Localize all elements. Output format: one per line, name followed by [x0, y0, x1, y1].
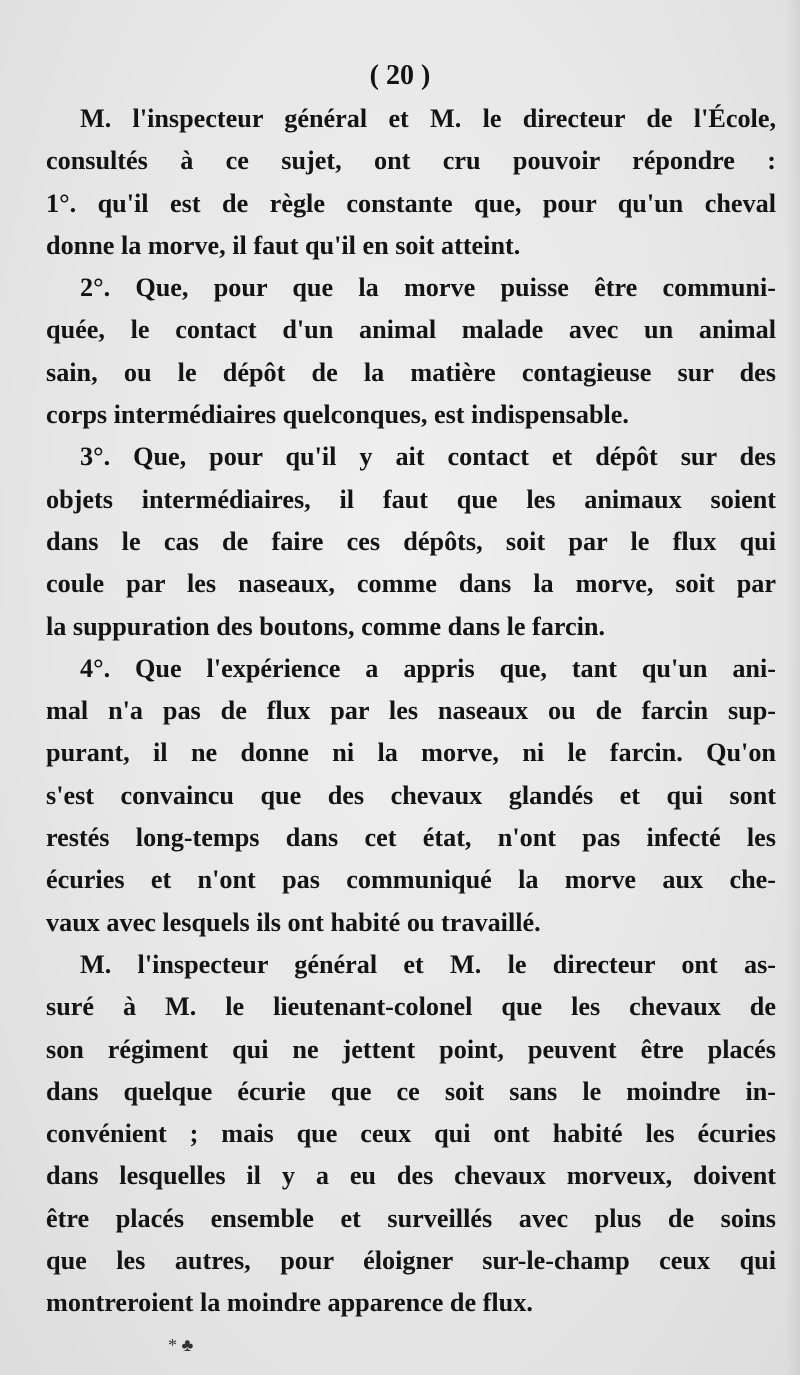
text-line: corps intermédiaires quelconques, est indispensable.	[46, 400, 629, 430]
text-line: 1°. qu'il est de règle constante que, pour qu'un cheval	[46, 188, 776, 218]
text-line: 3°. Que, pour qu'il y ait contact et dépôt sur des	[80, 442, 776, 472]
text-line: son régiment qui ne jettent point, peuvent être placés	[46, 1034, 776, 1064]
text-line: la suppuration des boutons, comme dans le farcin.	[46, 611, 605, 641]
page-edge-shadow	[786, 0, 800, 1375]
text-line: vaux avec lesquels ils ont habité ou travaillé.	[46, 907, 541, 937]
text-line: purant, il ne donne ni la morve, ni le farcin. Qu'on	[46, 738, 776, 768]
text-line: sain, ou le dépôt de la matière contagieuse sur des	[46, 357, 776, 387]
text-line: consultés à ce sujet, ont cru pouvoir répondre :	[46, 146, 776, 176]
text-line: s'est convaincu que des chevaux glandés et qui sont	[46, 780, 776, 810]
text-line: mal n'a pas de flux par les naseaux ou de farcin sup-	[46, 696, 776, 726]
page-body-text	[46, 98, 776, 1325]
text-line: suré à M. le lieutenant-colonel que les chevaux de	[46, 992, 776, 1022]
text-line: dans lesquelles il y a eu des chevaux morveux, doivent	[46, 1161, 776, 1191]
text-line: M. l'inspecteur général et M. le directeur de l'École,	[80, 104, 776, 133]
text-line: donne la morve, il faut qu'il en soit atteint.	[46, 230, 521, 260]
text-line: coule par les naseaux, comme dans la morve, soit par	[46, 569, 776, 599]
text-line: convénient ; mais que ceux qui ont habité les écuries	[46, 1119, 776, 1149]
text-line: dans quelque écurie que ce soit sans le moindre in-	[46, 1076, 776, 1106]
text-line: objets intermédiaires, il faut que les animaux soient	[46, 484, 776, 514]
printer-mark: * ♣	[168, 1335, 194, 1355]
text-line: que les autres, pour éloigner sur-le-champ ceux qui	[46, 1246, 776, 1276]
text-line: être placés ensemble et surveillés avec plus de soins	[46, 1203, 776, 1233]
text-line: restés long-temps dans cet état, n'ont pas infecté les	[46, 823, 776, 853]
text-line: écuries et n'ont pas communiqué la morve aux che-	[46, 865, 776, 895]
text-line: dans le cas de faire ces dépôts, soit par le flux qui	[46, 526, 776, 556]
page-number-header: ( 20 )	[369, 60, 431, 91]
text-line: 4°. Que l'expérience a appris que, tant qu'un ani-	[80, 653, 776, 683]
text-line: quée, le contact d'un animal malade avec un animal	[46, 315, 776, 345]
text-line: M. l'inspecteur général et M. le directeur ont as-	[80, 949, 776, 979]
text-line: 2°. Que, pour que la morve puisse être communi-	[80, 273, 776, 303]
text-line: montreroient la moindre apparence de flux.	[46, 1288, 533, 1318]
